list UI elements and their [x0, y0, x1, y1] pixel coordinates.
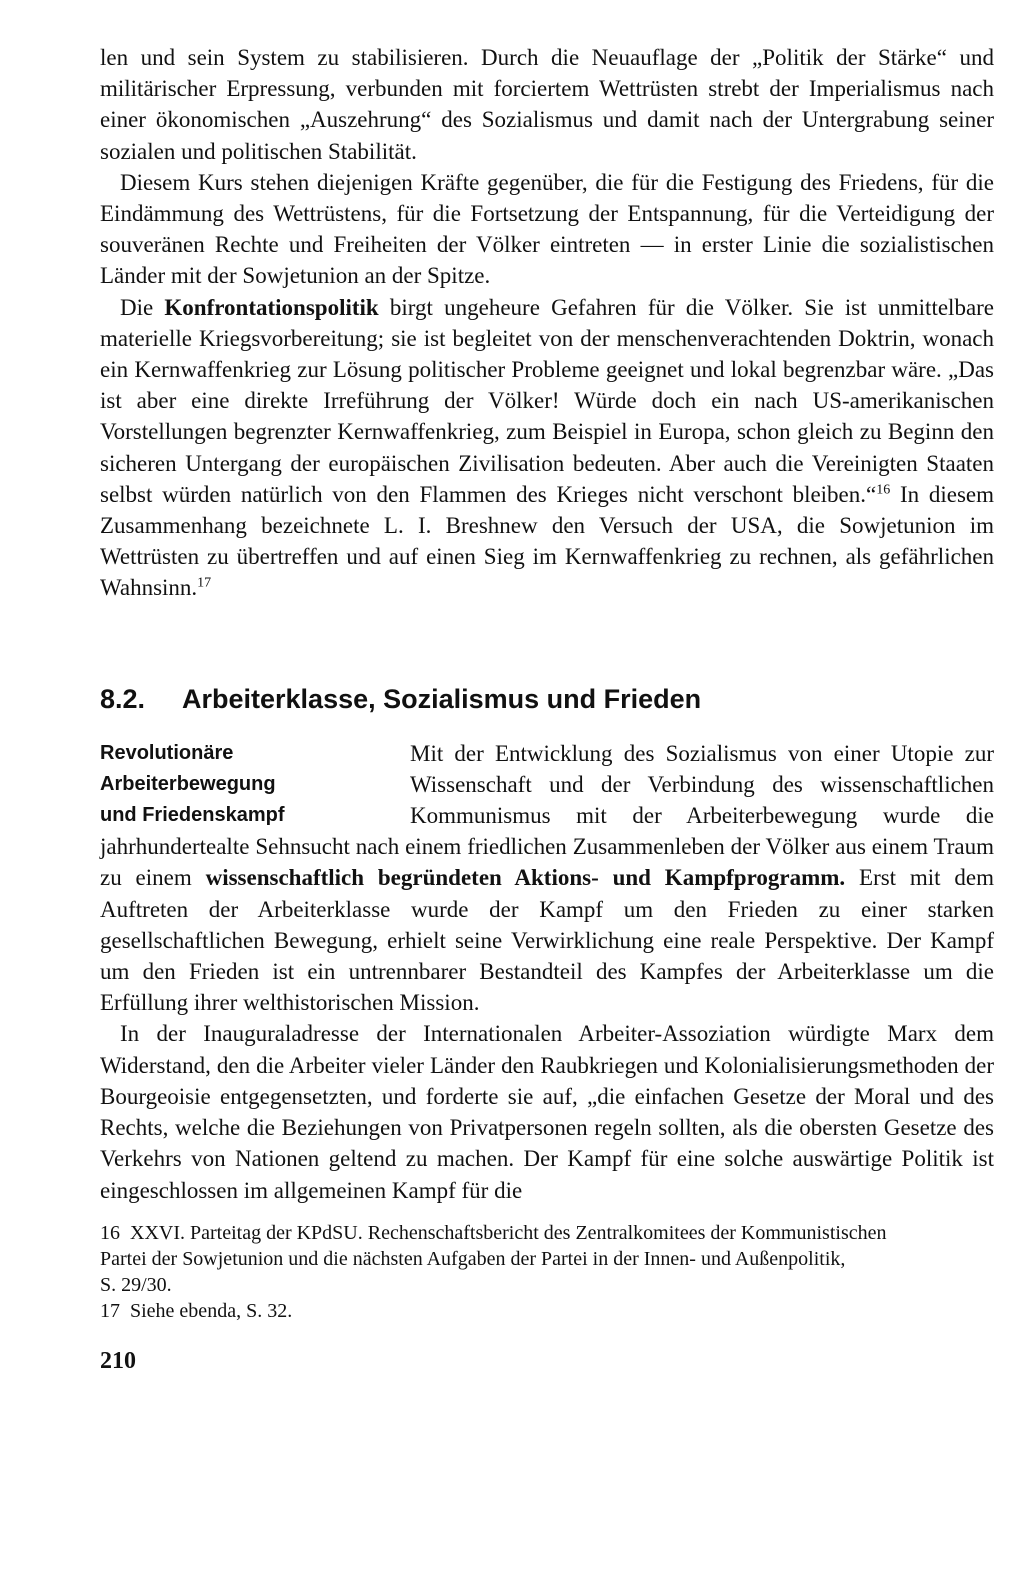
- footnote-number: 17: [100, 1299, 120, 1322]
- paragraph-4-start: Mit der Entwicklung des Sozialismus von einer Utopie zur Wissenschaft und der Verbindung des wissenschaftlichen Kommunismus mit der Arbeiterbewegung wurde die jahrhundertealte Sehnsucht nach einem friedlichen Zusammenleben der Völker aus einem Traum zu einem: [100, 740, 994, 891]
- term-konfrontationspolitik: Konfrontationspolitik: [164, 294, 379, 320]
- paragraph-1: len und sein System zu stabilisieren. Durch die Neuauflage der „Politik der Stärke“ und militärischer Erpressung, verbunden mit forciertem Wettrüsten strebt der Imperialismus nach einer ökonomischen „Auszehrung“ des Sozialismus und damit nach der Untergrabung seiner sozialen und politischen Stabilität.: [100, 45, 994, 164]
- footnotes: [100, 1220, 994, 1324]
- footnote-text: Siehe ebenda, S. 32.: [130, 1299, 293, 1322]
- paragraph-3-end: In diesem Zusammenhang bezeichnete L. I. Breshnew den Versuch der USA, die Sowjetunion im Wettrüsten zu übertreffen und auf einen Sieg im Kernwaffenkrieg zu rechnen, als gefährlichen Wahnsinn.: [100, 481, 995, 601]
- footnote-text: XXVI. Parteitag der KPdSU. Rechenschaftsbericht des Zentralkomitees der Kommunistischen: [130, 1221, 887, 1244]
- footnote-text: Partei der Sowjetunion und die nächsten Aufgaben der Partei in der Innen- und Außenpolitik,: [100, 1247, 846, 1270]
- page-number: 210: [100, 1347, 136, 1374]
- paragraph-3-quote: birgt ungeheure Gefahren für die Völker. Sie ist unmittelbare materielle Kriegsvorbereitung; sie ist begleitet von der menschenverachtenden Doktrin, wonach ein Kernwaffenkrieg zur Lösung politischer Probleme geeignet und lokal begrenzbar wäre. „Das ist aber eine direkte Irreführung der Völker! Würde doch ein nach US-amerikanischen Vorstellungen begrenzter Kernwaffenkrieg, zum Beispiel in Europa, schon gleich zu Beginn den sicheren Untergang der europäischen Zivilisation bedeuten. Aber auch die Vereinigten Staaten selbst würden natürlich von den Flammen des Krieges nicht verschont bleiben.“: [100, 294, 995, 507]
- section-title: Arbeiterklasse, Sozialismus und Frieden: [182, 683, 702, 714]
- section-number: 8.2.: [100, 683, 146, 714]
- footnote-number: 16: [100, 1221, 120, 1244]
- section-heading: [100, 682, 994, 716]
- footnote-17: [100, 1298, 994, 1324]
- footnote-text: S. 29/30.: [100, 1273, 172, 1296]
- footnote-ref-16[interactable]: 16: [876, 482, 891, 498]
- footnote-16: [100, 1220, 994, 1298]
- paragraph-2: Diesem Kurs stehen diejenigen Kräfte gegenüber, die für die Festigung des Friedens, für die Eindämmung des Wettrüstens, für die Fortsetzung der Entspannung, für die Verteidigung der souveränen Rechte und Freiheiten der Völker eintreten — in erster Linie die sozialistischen Länder mit der Sowjetunion an der Spitze.: [100, 169, 994, 289]
- document-page: [100, 42, 994, 1376]
- margin-heading-line-2: Arbeiterbewegung: [100, 772, 276, 795]
- paragraph-4-end: Erst mit dem Auftreten der Arbeiterklasse wurde der Kampf um den Frieden zu einer starken gesellschaftlichen Bewegung, erhielt seine Verwirklichung eine reale Perspektive. Der Kampf um den Frieden ist ein untrennbarer Bestandteil des Kampfes der Arbeiterklasse um die Erfüllung ihrer welthistorischen Mission.: [100, 865, 995, 1016]
- paragraph-3: [100, 292, 994, 604]
- margin-heading-line-3: und Friedenskampf: [100, 804, 285, 827]
- paragraph-5: In der Inauguraladresse der Internationalen Arbeiter-Assoziation würdigte Marx dem Widerstand, den die Arbeiter vieler Länder den Raubkriegen und Kolonialisierungsmethoden der Bourgeoisie entgegensetzten, und forderte sie auf, „die einfachen Gesetze der Moral und des Rechts, welche die Beziehungen von Privatpersonen regeln sollten, als die obersten Gesetze des Verkehrs von Nationen geltend zu machen. Der Kampf für eine solche auswärtige Politik ist eingeschlossen im allgemeinen Kampf für die: [100, 1021, 994, 1203]
- paragraph-3-start: Die: [120, 294, 154, 320]
- margin-heading: [100, 738, 390, 832]
- term-kampfprogramm: wissenschaftlich begründeten Aktions- und Kampfprogramm.: [205, 865, 846, 891]
- margin-heading-line-1: Revolutionäre: [100, 741, 234, 764]
- footnote-ref-17[interactable]: 17: [197, 575, 212, 591]
